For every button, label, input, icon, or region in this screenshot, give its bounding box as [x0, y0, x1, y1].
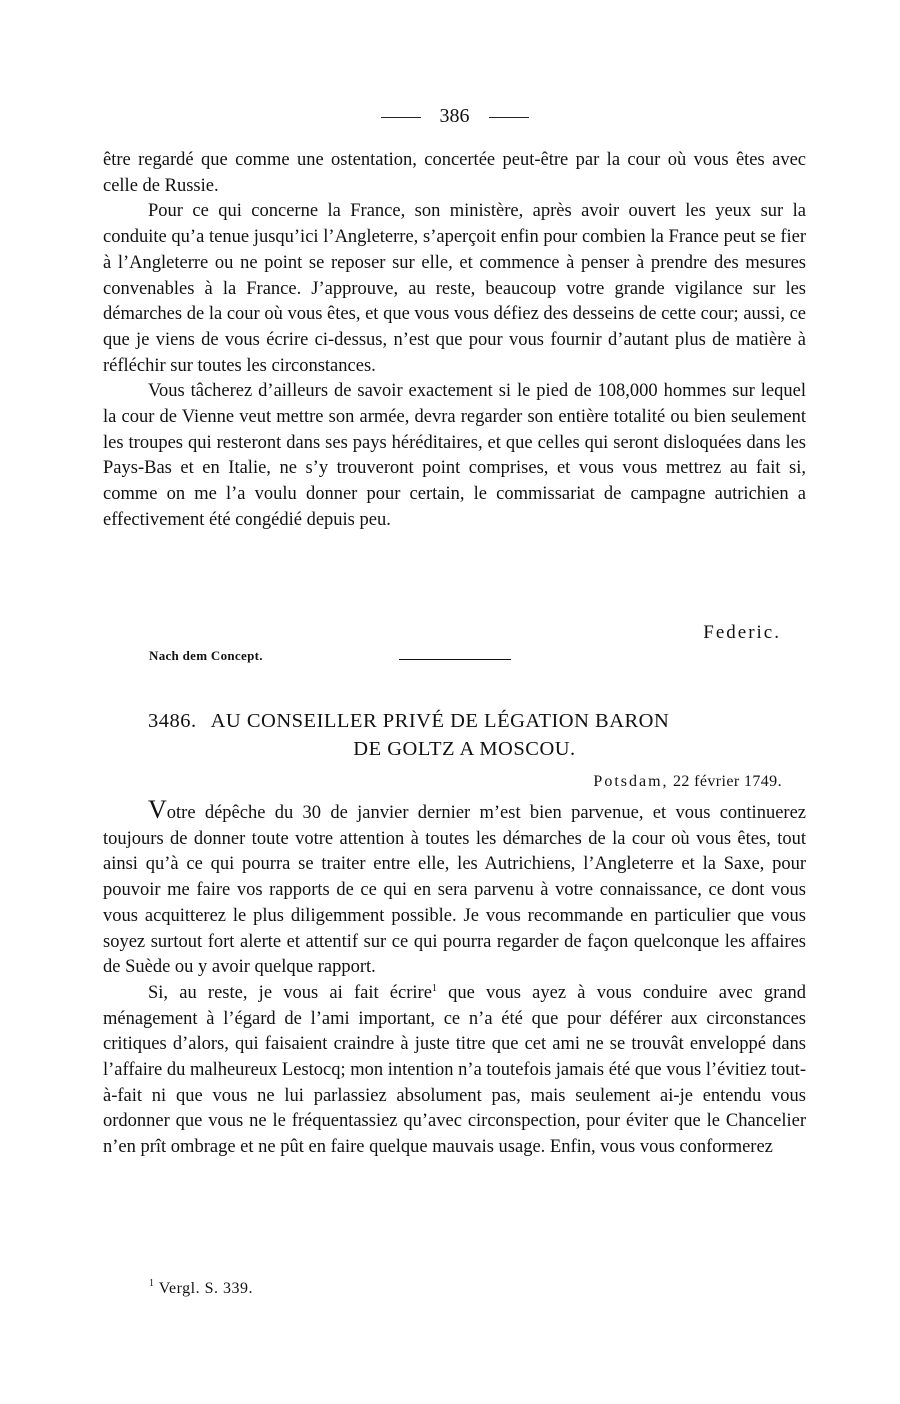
paragraph [103, 981, 806, 1161]
header-dash-left [381, 117, 421, 118]
footnote [149, 1280, 253, 1298]
page-number: 386 [439, 105, 470, 127]
letter-heading [103, 707, 806, 763]
letter-2-body [103, 795, 806, 1161]
paragraph-text: otre dépêche du 30 de janvier dernier m’est bien parvenue, et vous continuerez toujours de donner toute votre attention à toutes les démarches de la cour où vous êtes, tout ainsi qu’à ce qui pourra se traiter entre elle, les Autrichiens, l’Angleterre et la Saxe, pour pouvoir me faire vos rapports de ce qui en sera parvenu à votre connaissance, ce dont vous vous acquitterez le plus diligemment possible. Je vous recommande en particulier que vous soyez surtout fort alerte et attentif sur ce qui pourra regarder de façon quelconque les affaires de Suède ou y avoir quelque rapport. [103, 803, 806, 978]
footnote-mark: 1 [149, 1278, 155, 1289]
paragraph: être regardé que comme une ostentation, concertée peut-être par la cour où vous êtes avec celle de Russie. [103, 150, 806, 196]
source-note: Nach dem Concept. [149, 648, 263, 663]
initial-letter: V [148, 795, 167, 824]
closing-row [103, 610, 806, 663]
dateline [593, 773, 782, 791]
letter-number: 3486. [148, 710, 197, 732]
paragraph: Vous tâcherez d’ailleurs de savoir exactement si le pied de 108,000 hommes sur lequel la cour de Vienne veut mettre son armée, devra regarder son entière totalité ou bien seulement les troupes qui resteront dans ses pays héréditaires, et que celles qui seront disloquées dans les Pays-Bas et en Italie, ne s’y trouveront point comprises, et vous vous mettrez au fait si, comme on me l’a voulu donner pour certain, le commissariat de campagne autrichien a effectivement été congédié depuis peu. [103, 381, 806, 530]
heading-text: AU CONSEILLER PRIVÉ DE LÉGATION BARON [210, 710, 670, 732]
letter-1-body [103, 148, 806, 534]
footnote-reference[interactable]: 1 [431, 982, 437, 994]
footnote-text: Vergl. S. 339. [158, 1280, 253, 1297]
paragraph [103, 795, 806, 981]
heading-line-1 [103, 707, 806, 735]
section-divider [399, 659, 511, 660]
date: 22 février 1749. [672, 773, 782, 790]
page-header [103, 100, 806, 132]
heading-line-2: DE GOLTZ A MOSCOU. [353, 738, 576, 760]
paragraph-text: que vous ayez à vous conduire avec grand ménagement à l’égard de l’ami important, ce n’a été que pour déférer aux circonstances critiques d’alors, qui faisaient craindre à juste titre que cet ami ne se trouvât enveloppé dans l’affaire du malheureux Lestocq; mon intention n’a toutefois jamais été que vous l’évitiez tout-à-fait ni que vous ne lui parlassiez absolument pas, mais seulement ai-je entendu vous ordonner que vous ne le fréquentassiez qu’avec circonspection, pour éviter que le Chancelier n’en prît ombrage et ne pût en faire quelque mauvais usage. Enfin, vous vous conformerez [103, 982, 806, 1158]
signature: Federic. [703, 622, 781, 643]
paragraph-text: Si, au reste, je vous ai fait écrire [148, 982, 432, 1003]
header-dash-right [489, 117, 529, 118]
paragraph: Pour ce qui concerne la France, son ministère, après avoir ouvert les yeux sur la conduite qu’a tenue jusqu’ici l’Angleterre, s’aperçoit enfin pour combien la France peut se fier à l’Angleterre ou ne point se reposer sur elle, et commence à penser à prendre des mesures convenables à la France. J’approuve, au reste, beaucoup votre grande vigilance sur les démarches de la cour où vous êtes, et que vous vous défiez des desseins de cette cour; aussi, ce que je viens de vous écrire ci-dessus, n’est que pour vous fournir d’autant plus de matière à réfléchir sur toutes les circonstances. [103, 201, 806, 376]
place: Potsdam, [593, 773, 669, 790]
